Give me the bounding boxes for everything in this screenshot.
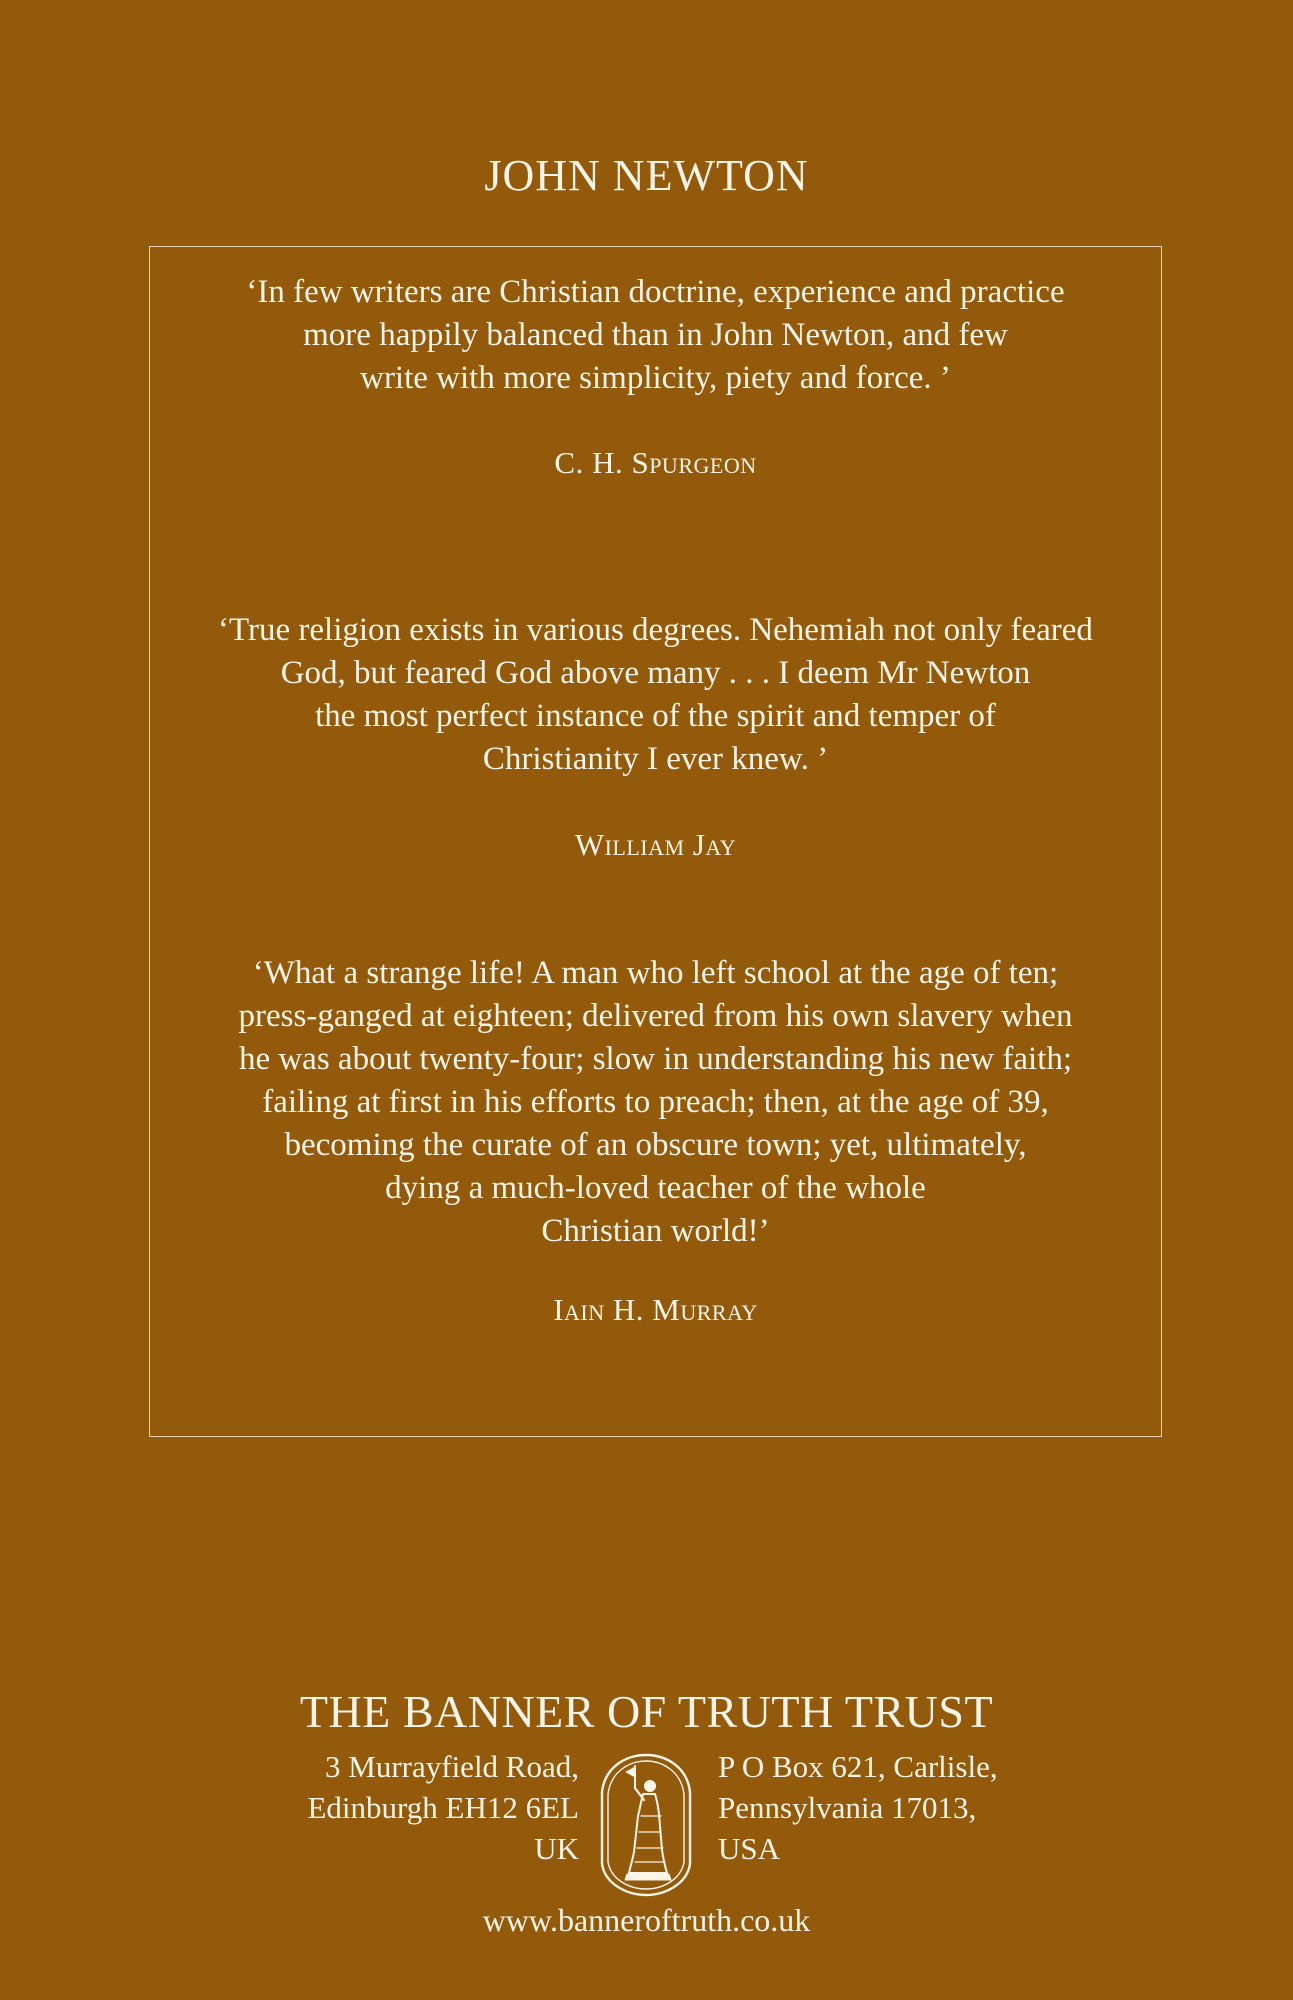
quote-line: Christianity I ever knew. ’ bbox=[482, 741, 829, 777]
quote-author-spurgeon: C. H. Spurgeon bbox=[554, 445, 757, 480]
quote-line: Christian world!’ bbox=[541, 1213, 770, 1249]
quote-line: ‘In few writers are Christian doctrine, experience and practice bbox=[246, 274, 1065, 310]
quote-line: failing at first in his efforts to preach; then, at the age of 39, bbox=[262, 1084, 1049, 1120]
address-line: Pennsylvania 17013, bbox=[718, 1790, 977, 1825]
banner-of-truth-logo-icon bbox=[597, 1752, 695, 1898]
address-line: Edinburgh EH12 6EL bbox=[307, 1790, 579, 1825]
quote-murray bbox=[150, 952, 1161, 1253]
quote-line: the most perfect instance of the spirit and temper of bbox=[315, 698, 996, 734]
quote-line: ‘True religion exists in various degrees. Nehemiah not only feared bbox=[218, 612, 1093, 648]
quote-line: press-ganged at eighteen; delivered from his own slavery when bbox=[238, 998, 1073, 1034]
address-line: UK bbox=[534, 1831, 579, 1866]
publisher-name: THE BANNER OF TRUTH TRUST bbox=[299, 1686, 994, 1737]
address-line: 3 Murrayfield Road, bbox=[325, 1749, 579, 1784]
quote-spurgeon bbox=[150, 271, 1161, 400]
quote-author-jay: William Jay bbox=[574, 827, 737, 862]
quote-line: God, but feared God above many . . . I deem Mr Newton bbox=[280, 655, 1031, 691]
address-line: P O Box 621, Carlisle, bbox=[718, 1749, 998, 1784]
quote-author-murray: Iain H. Murray bbox=[553, 1292, 758, 1327]
address-line: USA bbox=[718, 1831, 781, 1866]
address-uk bbox=[307, 1746, 579, 1869]
quote-line: he was about twenty-four; slow in understanding his new faith; bbox=[238, 1041, 1073, 1077]
quote-jay bbox=[150, 609, 1161, 781]
quote-line: dying a much-loved teacher of the whole bbox=[385, 1170, 926, 1206]
address-usa bbox=[718, 1746, 998, 1869]
publisher-website: www.banneroftruth.co.uk bbox=[482, 1902, 811, 1938]
quotes-frame bbox=[149, 246, 1162, 1437]
quote-line: more happily balanced than in John Newton, and few bbox=[303, 317, 1008, 353]
book-title: JOHN NEWTON bbox=[484, 151, 809, 200]
quote-line: ‘What a strange life! A man who left school at the age of ten; bbox=[252, 955, 1059, 991]
quote-line: write with more simplicity, piety and force. ’ bbox=[360, 360, 951, 396]
quote-line: becoming the curate of an obscure town; yet, ultimately, bbox=[284, 1127, 1027, 1163]
